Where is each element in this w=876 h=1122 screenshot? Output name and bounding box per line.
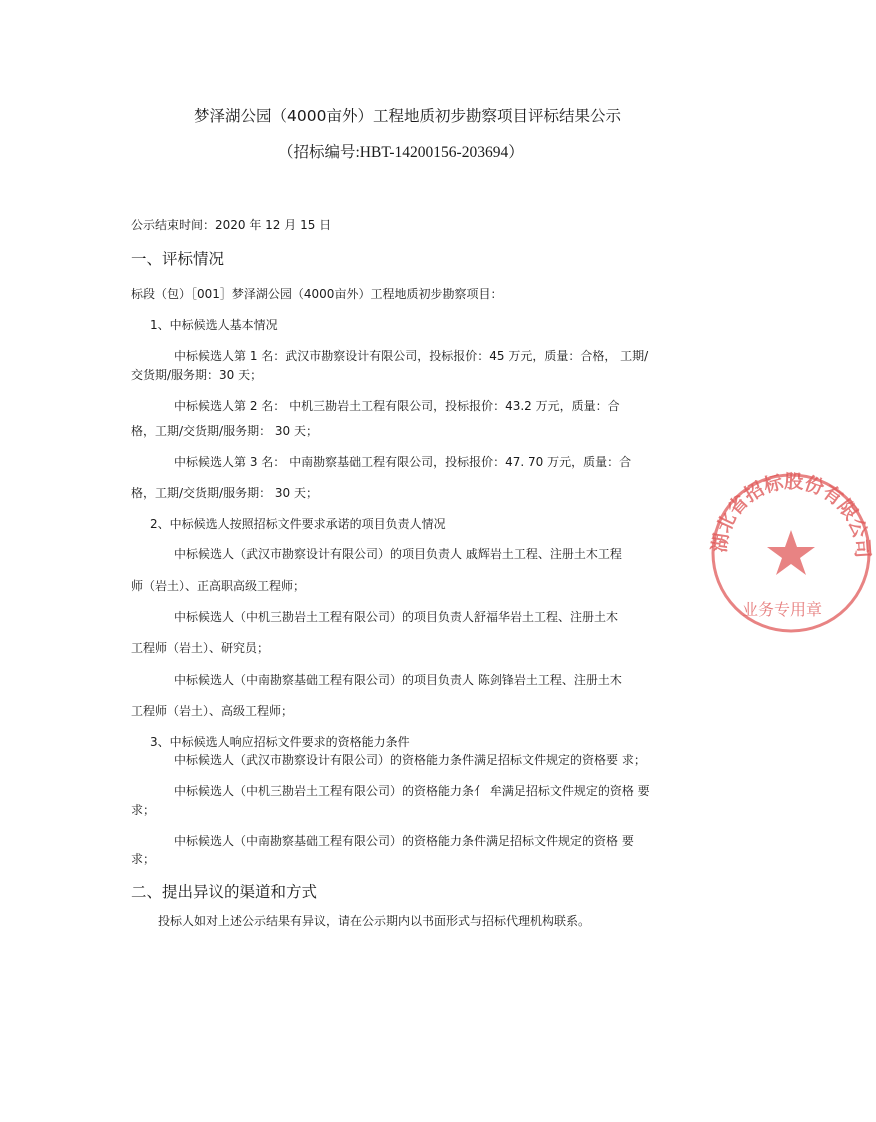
section-heading-objection: 二、提出异议的渠道和方式 bbox=[131, 883, 318, 901]
lot-line: 标段（包）［001］梦泽湖公园（4000亩外）工程地质初步勘察项目： bbox=[131, 287, 503, 301]
leader-2-line1: 中标候选人（中机三勘岩土工程有限公司）的项目负责人舒福华岩土工程、注册土木 bbox=[174, 610, 619, 624]
candidate-2-line2: 格，工期/交货期/服务期： 30 天； bbox=[131, 424, 318, 438]
leader-1-line2: 师（岩土）、正高职高级工程师； bbox=[131, 579, 306, 593]
seal-arc-text: 湖北省招标股份有限公司 bbox=[708, 470, 874, 559]
seal-outer-ring bbox=[713, 475, 869, 631]
leader-2-line2: 工程师（岩土）、研究员； bbox=[131, 641, 270, 655]
qualification-3-line1: 中标候选人（中南勘察基础工程有限公司）的资格能力条件满足招标文件规定的资格 要 bbox=[174, 834, 634, 848]
leader-3-line2: 工程师（岩土）、高级工程师； bbox=[131, 704, 294, 718]
candidate-2-line1: 中标候选人第 2 名： 中机三勘岩土工程有限公司，投标报价：43.2 万元，质量：合 bbox=[174, 399, 620, 413]
official-seal bbox=[706, 468, 876, 638]
objection-text: 投标人如对上述公示结果有异议，请在公示期内以书面形式与招标代理机构联系。 bbox=[158, 914, 591, 928]
candidate-3-line2: 格，工期/交货期/服务期： 30 天； bbox=[131, 486, 318, 500]
publication-end-time: 公示结束时间：2020 年 12 月 15 日 bbox=[131, 218, 332, 232]
subsection-heading-candidates: 1、中标候选人基本情况 bbox=[150, 318, 278, 332]
seal-sub-text: 业务专用章 bbox=[742, 600, 823, 619]
qualification-2-line2: 求； bbox=[131, 803, 156, 817]
candidate-3-line1: 中标候选人第 3 名： 中南勘察基础工程有限公司，投标报价：47. 70 万元，质量：合 bbox=[174, 455, 632, 469]
subsection-heading-qualifications: 3、中标候选人响应招标文件要求的资格能力条件 bbox=[150, 735, 410, 749]
candidate-1-line2: 交货期/服务期：30 天； bbox=[131, 368, 263, 382]
qualification-3-line2: 求； bbox=[131, 852, 156, 866]
qualification-1: 中标候选人（武汉市勘察设计有限公司）的资格能力条件满足招标文件规定的资格要 求； bbox=[174, 753, 646, 767]
seal-star-icon bbox=[767, 530, 815, 575]
leader-3-line1: 中标候选人（中南勘察基础工程有限公司）的项目负责人 陈剑锋岩土工程、注册土木 bbox=[174, 673, 622, 687]
candidate-1-line1: 中标候选人第 1 名：武汉市勘察设计有限公司，投标报价：45 万元，质量：合格， 工期/ bbox=[174, 349, 649, 363]
page-title: 梦泽湖公园（4000亩外）工程地质初步勘察项目评标结果公示 bbox=[194, 107, 621, 125]
qualification-2-line1: 中标候选人（中机三勘岩土工程有限公司）的资格能力条亻 牟满足招标文件规定的资格 要 bbox=[174, 784, 650, 798]
subsection-heading-project-leaders: 2、中标候选人按照招标文件要求承诺的项目负责人情况 bbox=[150, 517, 446, 531]
leader-1-line1: 中标候选人（武汉市勘察设计有限公司）的项目负责人 戚辉岩土工程、注册土木工程 bbox=[174, 547, 622, 561]
bid-number: （招标编号:HBT-14200156-203694） bbox=[278, 144, 524, 161]
section-heading-evaluation: 一、评标情况 bbox=[131, 250, 225, 268]
